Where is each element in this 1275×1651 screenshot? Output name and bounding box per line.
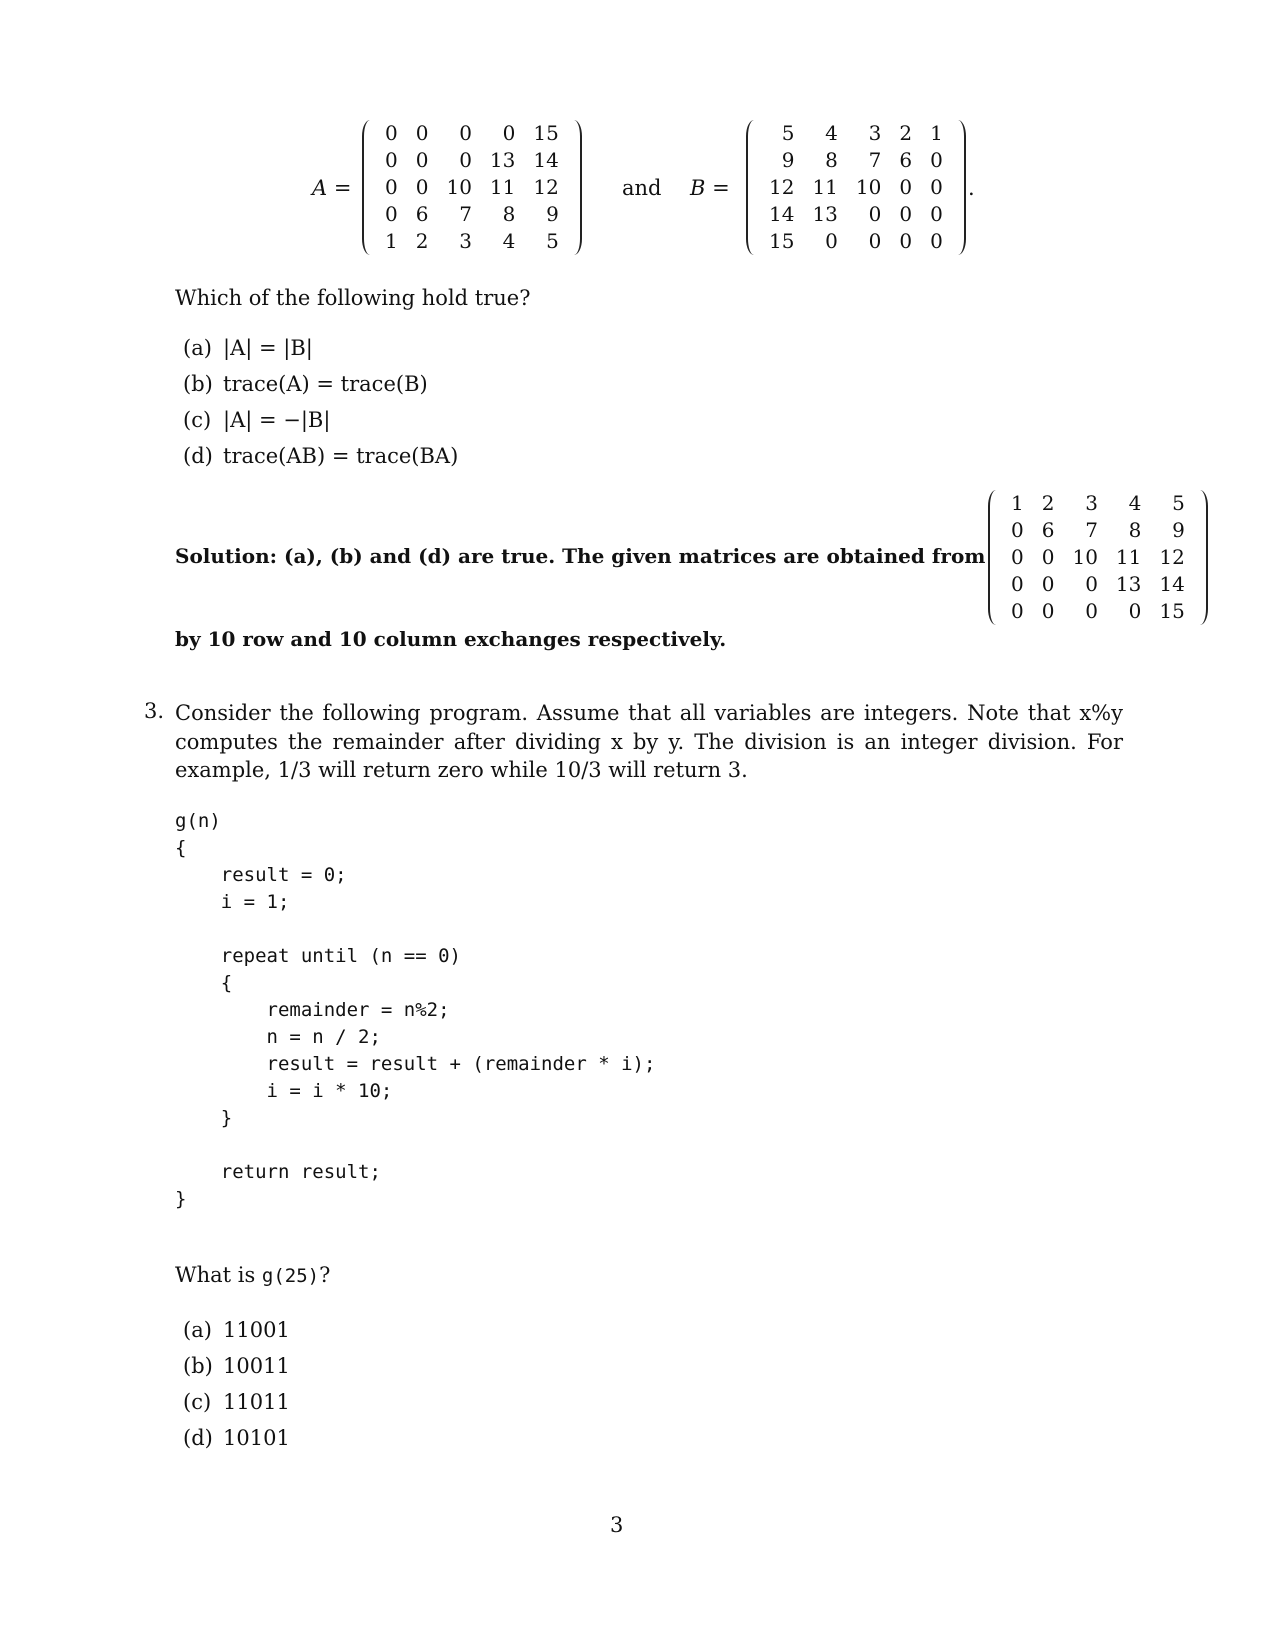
matrix-b-cell: 10 xyxy=(855,175,882,199)
matrix-b-label: B = xyxy=(690,176,730,200)
matrix-b xyxy=(760,120,952,255)
q2-option xyxy=(183,402,458,438)
solution-line-2: by 10 row and 10 column exchanges respectively. xyxy=(175,627,727,651)
q3-option-text: 10101 xyxy=(223,1426,290,1450)
matrix-a-cell: 7 xyxy=(459,202,472,226)
solution-line-1: Solution: (a), (b) and (d) are true. The given matrices are obtained from xyxy=(175,544,986,568)
and-label: and xyxy=(622,176,662,200)
q2-option-text: trace(AB) = trace(BA) xyxy=(223,444,459,468)
q2-option-label: (a) xyxy=(183,336,212,360)
code-line: g(n) xyxy=(175,810,221,832)
matrix-b-row xyxy=(760,201,952,228)
matrix-a-cell: 10 xyxy=(446,175,472,199)
matrix-a xyxy=(376,120,568,255)
page-number: 3 xyxy=(610,1513,624,1537)
q2-prompt: Which of the following hold true? xyxy=(175,286,531,310)
matrix-b-cell: 9 xyxy=(781,148,795,172)
solution-matrix-cell: 0 xyxy=(1041,599,1055,623)
solution-matrix-cell: 5 xyxy=(1172,491,1185,515)
q3-question-suffix: ? xyxy=(319,1263,331,1287)
matrix-b-cell: 0 xyxy=(930,229,943,253)
matrix-a-cell: 0 xyxy=(502,121,516,145)
solution-matrix-cell: 0 xyxy=(1041,545,1055,569)
matrix-b-row xyxy=(760,147,952,174)
q2-options xyxy=(183,330,458,474)
q3-question xyxy=(175,1263,330,1287)
matrix-a-cell: 0 xyxy=(415,121,429,145)
equation-period: . xyxy=(968,176,975,200)
solution-matrix-cell: 3 xyxy=(1085,491,1098,515)
matrix-a-cell: 13 xyxy=(489,148,516,172)
code-line: result = result + (remainder * i); xyxy=(175,1053,656,1075)
solution-matrix-row xyxy=(1002,571,1194,598)
solution-matrix-cell: 9 xyxy=(1172,518,1185,542)
matrix-a-label: A = xyxy=(312,176,352,200)
q3-option-label: (c) xyxy=(183,1390,212,1414)
solution-matrix-cell: 14 xyxy=(1159,572,1185,596)
solution-matrix-row xyxy=(1002,544,1194,571)
matrix-b-cell: 8 xyxy=(825,148,838,172)
solution-matrix-cell: 7 xyxy=(1085,518,1098,542)
matrix-b-cell: 3 xyxy=(868,121,882,145)
q3-option-text: 11011 xyxy=(223,1390,290,1414)
matrix-a-cell: 0 xyxy=(459,148,472,172)
matrix-b-cell: 1 xyxy=(930,121,943,145)
solution-matrix-cell: 10 xyxy=(1072,545,1098,569)
solution-matrix-cell: 0 xyxy=(1011,572,1024,596)
matrix-a-cell: 3 xyxy=(459,229,472,253)
solution-matrix-cell: 0 xyxy=(1011,545,1024,569)
solution-matrix-cell: 0 xyxy=(1085,572,1098,596)
code-line: i = i * 10; xyxy=(175,1080,393,1102)
matrix-a-cell: 0 xyxy=(415,148,429,172)
q3-number: 3. xyxy=(144,699,165,723)
code-line: repeat until (n == 0) xyxy=(175,945,461,967)
matrix-a-cell: 0 xyxy=(385,202,398,226)
code-line: } xyxy=(175,1107,233,1129)
solution-matrix-cell: 0 xyxy=(1085,599,1098,623)
q3-option-label: (d) xyxy=(183,1426,213,1450)
code-line: remainder = n%2; xyxy=(175,999,450,1021)
q2-option xyxy=(183,366,458,402)
matrix-a-cell: 2 xyxy=(415,229,429,253)
solution-matrix-cell: 13 xyxy=(1115,572,1142,596)
q3-question-prefix: What is xyxy=(175,1263,262,1287)
code-line: { xyxy=(175,837,187,859)
q2-option-text: |A| = |B| xyxy=(223,336,313,360)
matrix-a-row xyxy=(376,228,568,255)
matrix-a-row xyxy=(376,201,568,228)
q3-option-label: (a) xyxy=(183,1318,212,1342)
solution-matrix-cell: 0 xyxy=(1011,518,1024,542)
matrix-a-cell: 1 xyxy=(385,229,398,253)
code-line xyxy=(175,916,655,943)
solution-matrix-cell: 12 xyxy=(1159,545,1185,569)
matrix-a-cell: 0 xyxy=(385,175,398,199)
matrix-b-cell: 15 xyxy=(769,229,795,253)
matrix-b-cell: 0 xyxy=(825,229,838,253)
q2-option xyxy=(183,330,458,366)
q2-option-text: |A| = −|B| xyxy=(223,408,331,432)
q2-option-label: (c) xyxy=(183,408,212,432)
matrix-b-cell: 13 xyxy=(812,202,838,226)
q3-options xyxy=(183,1312,290,1456)
matrix-a-cell: 12 xyxy=(533,175,559,199)
matrix-a-cell: 15 xyxy=(533,121,559,145)
matrix-b-cell: 0 xyxy=(899,202,913,226)
matrix-a-cell: 5 xyxy=(546,229,559,253)
solution-matrix-cell: 0 xyxy=(1011,599,1024,623)
matrix-a-cell: 0 xyxy=(415,175,429,199)
solution-matrix-cell: 2 xyxy=(1041,491,1055,515)
matrix-a-cell: 6 xyxy=(415,202,429,226)
solution-matrix-cell: 0 xyxy=(1041,572,1055,596)
q3-option-label: (b) xyxy=(183,1354,213,1378)
matrix-b-cell: 12 xyxy=(769,175,795,199)
solution-matrix-cell: 1 xyxy=(1011,491,1024,515)
q3-option xyxy=(183,1420,290,1456)
matrix-a-cell: 11 xyxy=(489,175,516,199)
matrix-b-cell: 4 xyxy=(825,121,838,145)
solution-matrix-cell: 4 xyxy=(1128,491,1142,515)
code-line: return result; xyxy=(175,1161,381,1183)
q2-option xyxy=(183,438,458,474)
matrix-a-cell: 0 xyxy=(459,121,472,145)
matrix-a-row xyxy=(376,147,568,174)
solution-matrix-row xyxy=(1002,598,1194,625)
q3-code xyxy=(175,808,655,1213)
code-line: result = 0; xyxy=(175,864,347,886)
q2-option-label: (d) xyxy=(183,444,213,468)
solution-matrix-cell: 6 xyxy=(1041,518,1055,542)
code-line: { xyxy=(175,972,233,994)
matrix-a-row xyxy=(376,120,568,147)
q3-text: Consider the following program. Assume that all variables are integers. Note that x%y computes the remainder after dividing x by y. The division is an integer division. For example, 1/3 will return zero while 10/3 will return 3. xyxy=(175,701,1123,782)
matrix-a-cell: 9 xyxy=(546,202,559,226)
code-line: n = n / 2; xyxy=(175,1026,381,1048)
q3-option-text: 11001 xyxy=(223,1318,290,1342)
solution-matrix-cell: 15 xyxy=(1159,599,1185,623)
code-line: } xyxy=(175,1188,187,1210)
q3-option xyxy=(183,1348,290,1384)
q3-question-code: g(25) xyxy=(261,1265,320,1287)
q3-option-text: 10011 xyxy=(223,1354,290,1378)
solution-matrix-row xyxy=(1002,517,1194,544)
matrix-b-cell: 0 xyxy=(868,202,882,226)
matrix-b-row xyxy=(760,120,952,147)
matrix-b-cell: 6 xyxy=(899,148,913,172)
solution-matrix-cell: 8 xyxy=(1128,518,1142,542)
q2-option-text: trace(A) = trace(B) xyxy=(223,372,428,396)
matrix-a-cell: 4 xyxy=(502,229,516,253)
matrix-b-cell: 7 xyxy=(868,148,882,172)
matrix-a-cell: 0 xyxy=(385,148,398,172)
matrix-b-cell: 2 xyxy=(899,121,913,145)
matrix-b-cell: 14 xyxy=(769,202,795,226)
matrix-b-cell: 0 xyxy=(930,175,943,199)
matrix-b-cell: 5 xyxy=(781,121,795,145)
matrix-a-cell: 0 xyxy=(385,121,398,145)
q3-option xyxy=(183,1312,290,1348)
q3-option xyxy=(183,1384,290,1420)
matrix-b-cell: 0 xyxy=(899,175,913,199)
matrix-a-cell: 14 xyxy=(533,148,559,172)
solution-matrix-cell: 11 xyxy=(1115,545,1142,569)
solution-matrix-row xyxy=(1002,490,1194,517)
matrix-a-cell: 8 xyxy=(502,202,516,226)
solution-matrix xyxy=(1002,490,1194,625)
matrix-b-row xyxy=(760,228,952,255)
q2-option-label: (b) xyxy=(183,372,213,396)
solution-matrix-cell: 0 xyxy=(1128,599,1142,623)
matrix-b-cell: 0 xyxy=(899,229,913,253)
code-line: i = 1; xyxy=(175,891,290,913)
matrix-b-row xyxy=(760,174,952,201)
matrix-b-cell: 0 xyxy=(930,148,943,172)
code-line xyxy=(175,1132,655,1159)
matrix-b-cell: 0 xyxy=(930,202,943,226)
matrix-a-row xyxy=(376,174,568,201)
matrix-b-cell: 0 xyxy=(868,229,882,253)
matrix-b-cell: 11 xyxy=(812,175,838,199)
